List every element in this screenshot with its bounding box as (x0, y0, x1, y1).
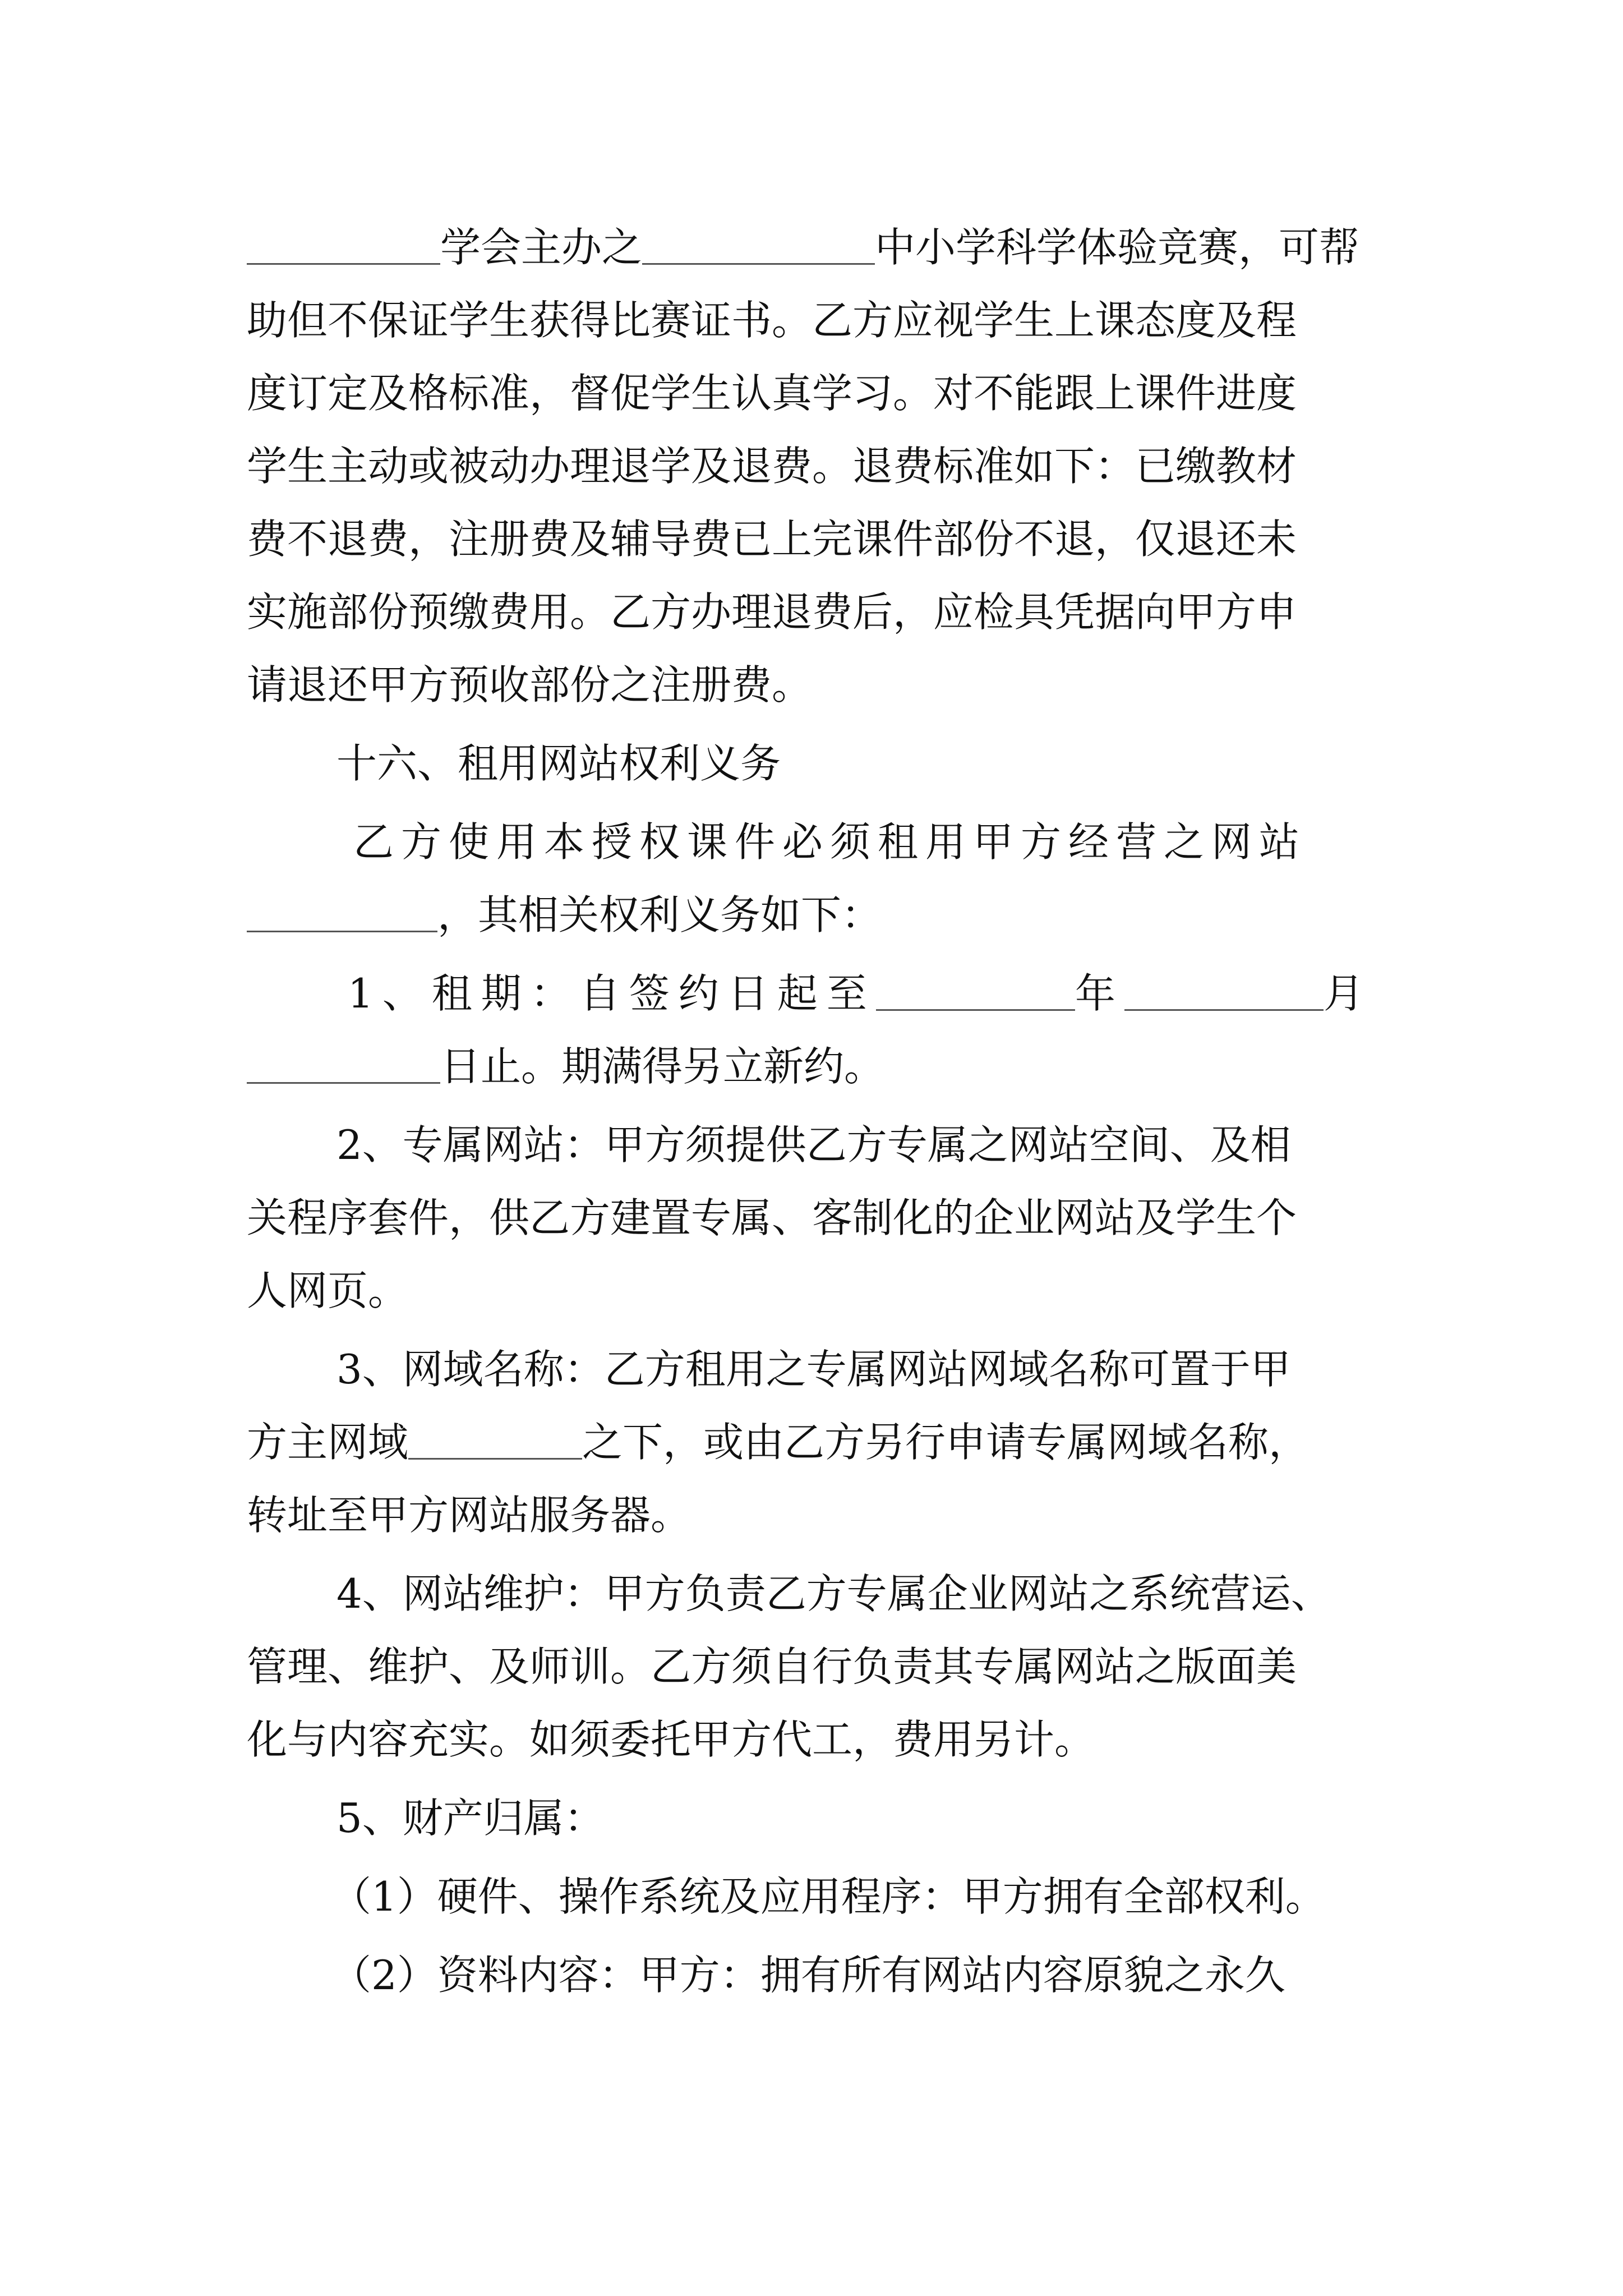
blank-underline (408, 1418, 582, 1460)
section-16-heading: 十六、租用网站权利义务 (336, 740, 781, 787)
text-line-2: 助但不保证学生获得比赛证书。乙方应视学生上课态度及程 (247, 297, 1297, 344)
blank-underline (247, 223, 440, 265)
item-2-line-2: 关程序套件，供乙方建置专属、客制化的企业网站及学生个 (247, 1194, 1297, 1241)
text-segment: 之下，或由乙方另行申请专属网域名称， (582, 1419, 1310, 1466)
text-segment: ，其相关权利义务如下： (437, 891, 882, 938)
item-1-term-cont (247, 1039, 884, 1093)
section-16-intro-cont (247, 888, 882, 942)
item-1-term (348, 967, 1373, 1020)
item-5-sub-1: （1）硬件、操作系统及应用程序：甲方拥有全部权利。 (331, 1873, 1326, 1920)
item-5-sub-2: （2）资料内容：甲方：拥有所有网站内容原貌之永久 (331, 1952, 1285, 1999)
item-4-line-1: 4、网站维护：甲方负责乙方专属企业网站之系统营运、 (336, 1570, 1331, 1617)
text-segment: 1、租期：自签约日起至 (348, 970, 876, 1017)
item-4-line-3: 化与内容充实。如须委托甲方代工，费用另计。 (247, 1716, 1095, 1763)
text-line-6: 实施部份预缴费用。乙方办理退费后，应检具凭据向甲方申 (247, 588, 1297, 636)
item-3-line-3: 转址至甲方网站服务器。 (247, 1492, 691, 1539)
text-segment: 日止。期满得另立新约。 (440, 1043, 885, 1090)
text-segment: 年 (1075, 970, 1124, 1017)
item-3-line-1: 3、网域名称：乙方租用之专属网站网域名称可置于甲 (336, 1346, 1291, 1393)
item-5-heading: 5、财产归属： (336, 1795, 605, 1842)
blank-underline (1124, 969, 1324, 1011)
text-line-5: 费不退费，注册费及辅导费已上完课件部份不退，仅退还未 (247, 516, 1297, 563)
text-line-4: 学生主动或被动办理退学及退费。退费标准如下：已缴教材 (247, 443, 1297, 490)
section-16-intro: 乙方使用本授权课件必须租用甲方经营之网站 (353, 818, 1307, 866)
text-line-1 (247, 220, 1359, 274)
item-2-line-1: 2、专属网站：甲方须提供乙方专属之网站空间、及相 (336, 1121, 1291, 1168)
text-segment: 中小学科学体验竞赛，可帮 (875, 224, 1360, 271)
blank-underline (247, 890, 437, 932)
item-4-line-2: 管理、维护、及师训。乙方须自行负责其专属网站之版面美 (247, 1643, 1297, 1690)
text-segment: 学会主办之 (440, 224, 643, 271)
blank-underline (642, 223, 875, 265)
text-line-7: 请退还甲方预收部份之注册费。 (247, 661, 813, 708)
text-segment: 方主网域 (247, 1419, 409, 1466)
item-2-line-3: 人网页。 (247, 1267, 409, 1314)
text-segment: 月 (1323, 970, 1373, 1017)
item-3-line-2 (247, 1415, 1309, 1469)
blank-underline (247, 1042, 440, 1084)
blank-underline (876, 969, 1075, 1011)
text-line-3: 度订定及格标准，督促学生认真学习。对不能跟上课件进度 (247, 370, 1297, 417)
